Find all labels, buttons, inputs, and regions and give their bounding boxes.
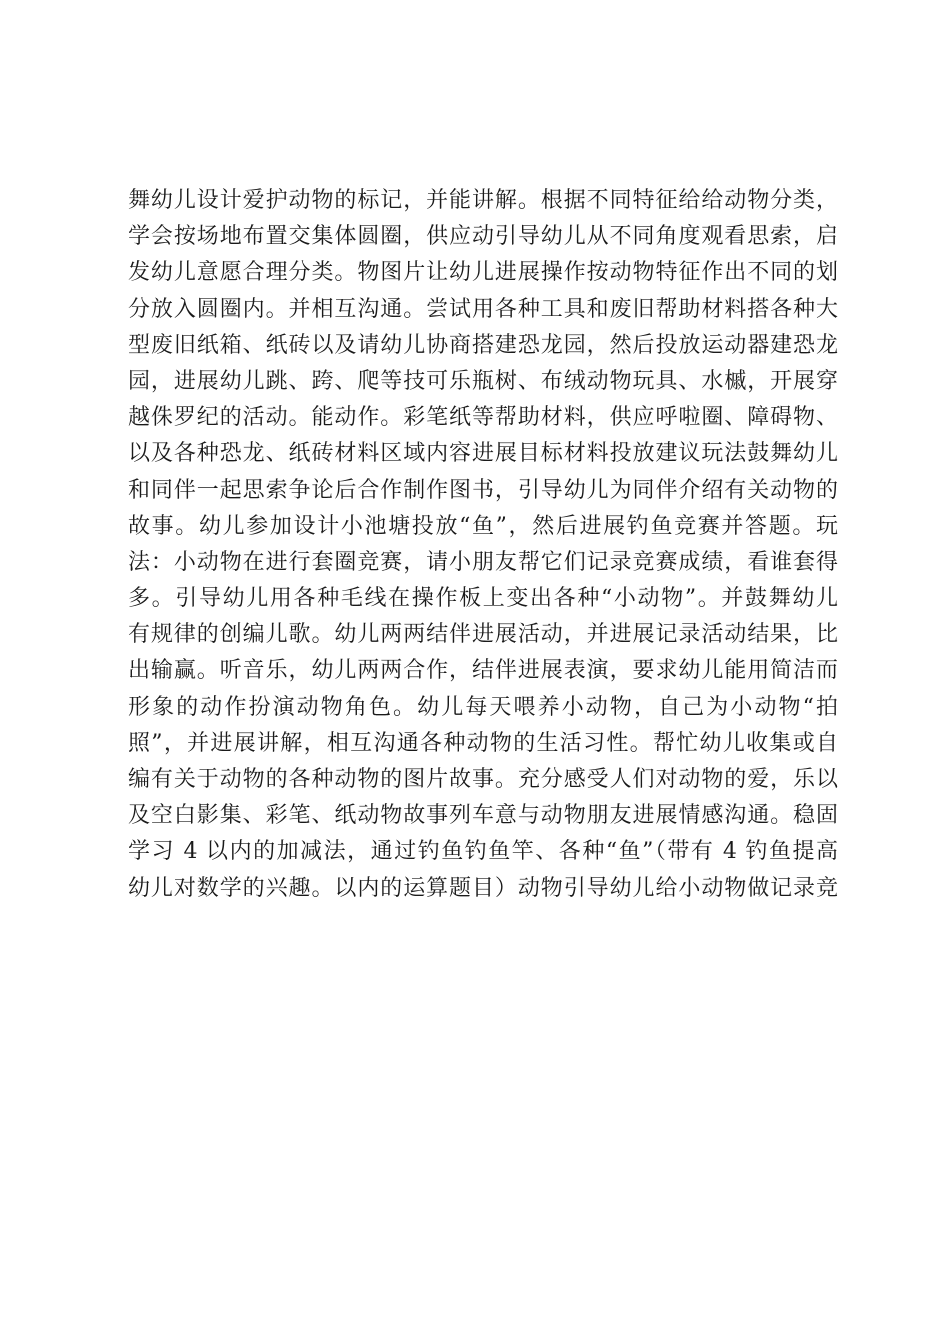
text-line: 发幼儿意愿合理分类。物图片让幼儿进展操作按动物特征作出不同的划 bbox=[128, 260, 838, 286]
text-line: 出输赢。听音乐，幼儿两两合作，结伴进展表演，要求幼儿能用简洁而 bbox=[128, 658, 838, 684]
text-line: 学习 4 以内的加减法，通过钓鱼钓鱼竿、各种“鱼”（带有 4 钓鱼提高 bbox=[128, 839, 838, 865]
text-line: 型废旧纸箱、纸砖以及请幼儿协商搭建恐龙园，然后投放运动器建恐龙 bbox=[128, 332, 838, 358]
body-text bbox=[128, 183, 838, 907]
text-line: 及空白影集、彩笔、纸动物故事列车意与动物朋友进展情感沟通。稳固 bbox=[128, 803, 838, 829]
text-line: 园，进展幼儿跳、跨、爬等技可乐瓶树、布绒动物玩具、水槭，开展穿 bbox=[128, 368, 838, 394]
text-line: 形象的动作扮演动物角色。幼儿每天喂养小动物，自己为小动物“拍 bbox=[128, 694, 838, 720]
text-line: 幼儿对数学的兴趣。以内的运算题目）动物引导幼儿给小动物做记录竞 bbox=[128, 875, 838, 901]
text-line: 越侏罗纪的活动。能动作。彩笔纸等帮助材料，供应呼啦圈、障碍物、 bbox=[128, 405, 838, 431]
text-line: 编有关于动物的各种动物的图片故事。充分感受人们对动物的爱，乐以 bbox=[128, 767, 838, 792]
text-line: 分放入圆圈内。并相互沟通。尝试用各种工具和废旧帮助材料搭各种大 bbox=[128, 296, 838, 322]
text-line: 舞幼儿设计爱护动物的标记，并能讲解。根据不同特征给给动物分类， bbox=[128, 188, 838, 213]
text-line: 以及各种恐龙、纸砖材料区域内容进展目标材料投放建议玩法鼓舞幼儿 bbox=[128, 441, 838, 467]
text-line: 多。引导幼儿用各种毛线在操作板上变出各种“小动物”。并鼓舞幼儿 bbox=[128, 586, 838, 612]
text-line: 学会按场地布置交集体圆圈，供应动引导幼儿从不同角度观看思索，启 bbox=[128, 224, 838, 250]
text-line: 照”，并进展讲解，相互沟通各种动物的生活习性。帮忙幼儿收集或自 bbox=[128, 730, 838, 756]
text-line: 故事。幼儿参加设计小池塘投放“鱼”，然后进展钓鱼竞赛并答题。玩 bbox=[128, 513, 838, 539]
text-line: 和同伴一起思索争论后合作制作图书，引导幼儿为同伴介绍有关动物的 bbox=[128, 477, 838, 503]
text-line: 有规律的创编儿歌。幼儿两两结伴进展活动，并进展记录活动结果，比 bbox=[128, 622, 838, 648]
text-line: 法：小动物在进行套圈竞赛，请小朋友帮它们记录竞赛成绩，看谁套得 bbox=[128, 549, 838, 575]
